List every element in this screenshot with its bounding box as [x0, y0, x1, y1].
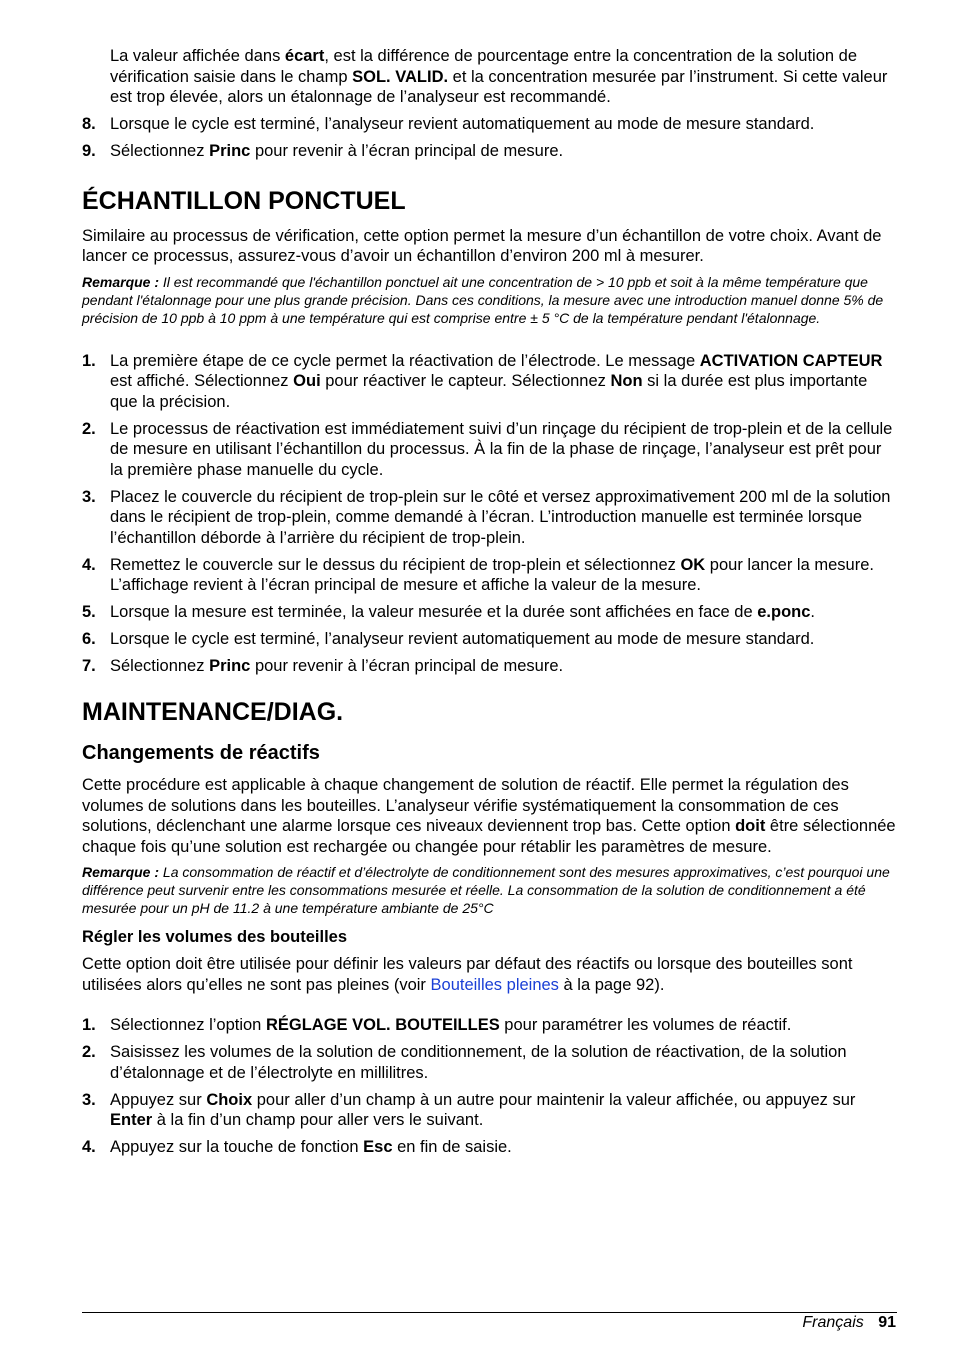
section-paragraph: Similaire au processus de vérification, cette option permet la mesure d’un échantillon de votre choix. Avant de lancer ce processus, assurez-vous d’avoir un échantillon d’environ 200 ml à mesurer. [82, 226, 882, 265]
section-paragraph: Cette procédure est applicable à chaque changement de solution de réactif. Elle permet la régulation des volumes de solutions dans les bouteilles. L’analyseur vérifie systématiquement la consommation de ces solutions, déclenchant une alarme lorsque ces niveaux deviennent trop bas. Cette option doit être sélectionnée chaque fois qu’une solution est rechargée ou changée pour rétablir les paramètres de mesure. [82, 776, 896, 856]
page-number: 91 [878, 1314, 896, 1331]
page-content [82, 46, 897, 1164]
subsection-heading: Changements de réactifs [82, 742, 320, 764]
list-item: 4. Remettez le couvercle sur le dessus du récipient de trop-plein et sélectionnez OK pour lancer la mesure. L’affichage revient à l’écran principal de mesure et affiche la valeur de la mesure. [82, 555, 874, 594]
intro-paragraph: La valeur affichée dans écart, est la différence de pourcentage entre la concentration de la solution de vérification saisie dans le champ SOL. VALID. et la concentration mesurée par l’instrument. Si cette valeur est trop élevée, alors un étalonnage de l’analyseur est recommandé. [110, 47, 888, 106]
bouteilles-pleines-link[interactable]: Bouteilles pleines [430, 975, 559, 994]
footer-divider [82, 1312, 897, 1313]
page-footer [802, 1313, 896, 1333]
list-item: 8. Lorsque le cycle est terminé, l’analyseur revient automatiquement au mode de mesure standard. [82, 114, 815, 133]
section-paragraph: Cette option doit être utilisée pour définir les valeurs par défaut des réactifs ou lorsque des bouteilles sont utilisées alors qu’elles ne sont pas pleines (voir Bouteilles pleines à la page 92). [82, 955, 853, 994]
list-item: 5. Lorsque la mesure est terminée, la valeur mesurée et la durée sont affichées en face de e.ponc. [82, 603, 816, 621]
section-heading: ÉCHANTILLON PONCTUEL [82, 186, 406, 215]
note: Remarque : La consommation de réactif et d’électrolyte de conditionnement sont des mesures approximatives, c’est pourquoi une différence peut survenir entre les consommations mesurée et réelle. La consommation de la solution de conditionnement a été mesurée pour un pH de 11.2 à une température ambiante de 25°C [82, 864, 890, 916]
list-item: 2. Saisissez les volumes de la solution de conditionnement, de la solution de réactivation, de la solution d’étalonnage et de l’électrolyte en millilitres. [82, 1043, 847, 1082]
list-item: 2. Le processus de réactivation est immédiatement suivi d’un rinçage du récipient de trop-plein et de la cellule de mesure en utilisant l’échantillon du processus. À la fin de la phase de rinçage, l’analyseur est prêt pour la première phase manuelle du cycle. [82, 419, 893, 479]
list-item: 4. Appuyez sur la touche de fonction Esc en fin de saisie. [82, 1138, 512, 1156]
list-item: 3. Placez le couvercle du récipient de trop-plein sur le côté et versez approximativement 200 ml de la solution dans le récipient de trop-plein, comme demandé à l’écran. L’introduction manuelle est terminée lorsque l’échantillon déborde à l’arrière du récipient de trop-plein. [82, 487, 891, 547]
section-heading: MAINTENANCE/DIAG. [82, 698, 344, 726]
footer-language: Français [802, 1314, 864, 1331]
list-item: 1. Sélectionnez l’option RÉGLAGE VOL. BOUTEILLES pour paramétrer les volumes de réactif. [82, 1016, 792, 1034]
subsubsection-heading: Régler les volumes des bouteilles [82, 928, 348, 946]
list-item: 6. Lorsque le cycle est terminé, l’analyseur revient automatiquement au mode de mesure standard. [82, 630, 815, 648]
list-item: 7. Sélectionnez Princ pour revenir à l’écran principal de mesure. [82, 657, 564, 675]
list-item: 3. Appuyez sur Choix pour aller d’un champ à un autre pour maintenir la valeur affichée, ou appuyez sur Enter à la fin d’un champ pour aller vers le suivant. [82, 1090, 856, 1129]
list-item: 9. Sélectionnez Princ pour revenir à l’écran principal de mesure. [82, 141, 564, 160]
note: Remarque : Il est recommandé que l'échantillon ponctuel ait une concentration de > 10 ppb et soit à la même température que pendant l'étalonnage pour une plus grande précision. Dans ces conditions, la mesure avec une introduction manuel donne 5% de précision de 10 ppb à 10 ppm à une température qui est comprise entre ± 5 °C de la température pendant l'étalonnage. [82, 273, 884, 326]
list-item: 1. La première étape de ce cycle permet la réactivation de l’électrode. Le message ACTIVATION CAPTEUR est affiché. Sélectionnez Oui pour réactiver le capteur. Sélectionnez Non si la durée est plus importante que la précision. [82, 351, 883, 411]
